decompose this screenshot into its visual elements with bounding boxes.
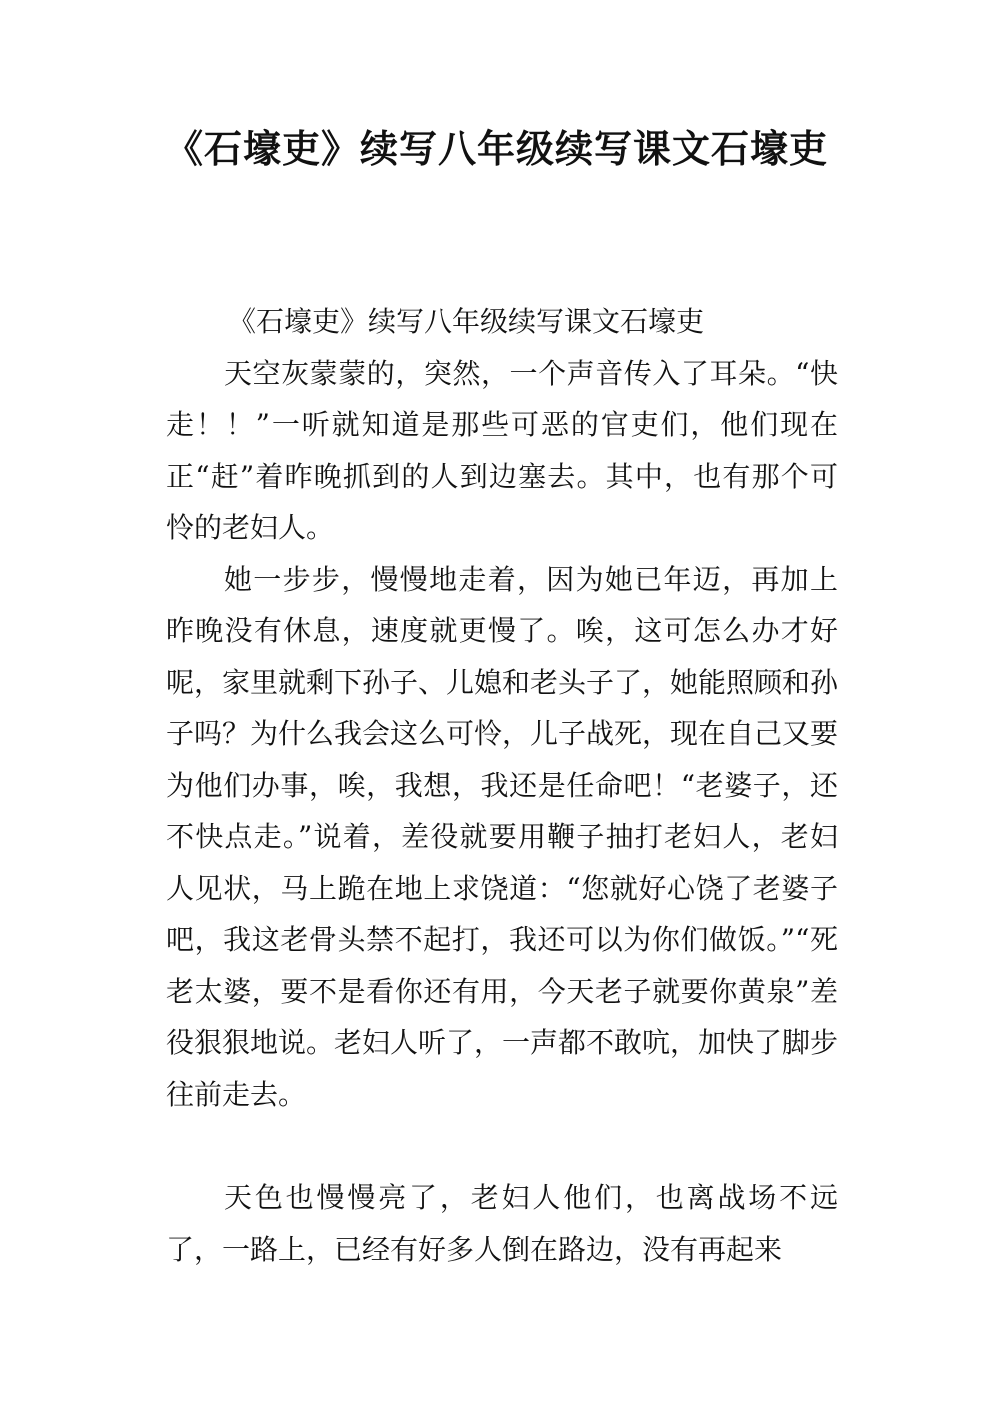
paragraph-subtitle: 《石壕吏》续写八年级续写课文石壕吏 (228, 305, 705, 338)
paragraph: 天空灰蒙蒙的，突然，一个声音传入了耳朵。“快走！！”一听就知道是那些可恶的官吏们，他们现在正“赶”着昨晚抓到的人到边塞去。其中，也有那个可怜的老妇人。 (166, 356, 838, 544)
document-title: 《石壕吏》续写八年级续写课文石壕吏 (164, 127, 828, 171)
paragraph: 天色也慢慢亮了，老妇人他们，也离战场不远了，一路上，已经有好多人倒在路边，没有再起来 (166, 1181, 838, 1266)
document-body (166, 296, 838, 1275)
paragraph: 她一步步，慢慢地走着，因为她已年迈，再加上昨晚没有休息，速度就更慢了。唉，这可怎么办才好呢，家里就剩下孙子、儿媳和老头子了，她能照顾和孙子吗？为什么我会这么可怜，儿子战死，现在自己又要为他们办事，唉，我想，我还是任命吧！“老婆子，还不快点走。”说着，差役就要用鞭子抽打老妇人，老妇人见状，马上跪在地上求饶道：“您就好心饶了老婆子吧，我这老骨头禁不起打，我还可以为你们做饭。”“死老太婆，要不是看你还有用，今天老子就要你黄泉”差役狠狠地说。老妇人听了，一声都不敢吭，加快了脚步往前走去。 (166, 562, 839, 1111)
